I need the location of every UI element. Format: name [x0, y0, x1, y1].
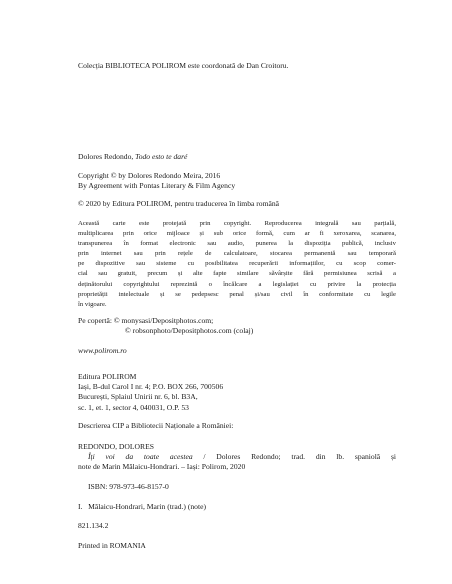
- cover-credit-1: © monysasi/Depositphotos.com;: [113, 316, 214, 325]
- classification: 821.134.2: [78, 521, 109, 530]
- series-note: Colecția BIBLIOTECA POLIROM este coordonată de Dan Croitoru.: [78, 61, 289, 70]
- cip-index-entry: I. Mălaicu-Hondrari, Marin (trad.) (note): [78, 502, 206, 511]
- legal-notice-line: deținătorului copyrightului reprezintă o încălcare a legislației cu privire la protecția: [78, 280, 396, 288]
- cip-title-line: [88, 452, 396, 462]
- legal-notice-line: Această carte este protejată prin copyright. Reproducerea integrală sau parțială,: [78, 220, 396, 227]
- cip-heading: Descrierea CIP a Bibliotecii Naționale a României:: [78, 421, 234, 430]
- legal-notice-line: pe dispozitive sau sisteme cu posibilitatea recuperării informațiilor, cu scop comer-: [78, 260, 396, 268]
- publisher-address: [78, 372, 396, 413]
- website: www.polirom.ro: [78, 346, 127, 355]
- cover-credit-line: [78, 316, 396, 326]
- cip-title-entry: [78, 452, 396, 472]
- isbn: ISBN: 978-973-46-8157-0: [88, 482, 169, 491]
- publisher-address-line: București, Splaiul Unirii nr. 6, bl. B3A,: [78, 392, 198, 402]
- legal-notice-line: prin internet sau prin rețele de calculatoare, stocarea permanentă sau temporară: [78, 250, 396, 258]
- cover-credit-2: © robsonphoto/Depositphotos.com (colaj): [125, 326, 254, 336]
- original-title-line: [78, 152, 396, 162]
- publisher-address-line: Iași, B-dul Carol I nr. 4; P.O. BOX 266, 700506: [78, 382, 224, 392]
- original-author: Dolores Redondo,: [78, 152, 134, 161]
- cip-title-rest: / Dolores Redondo; trad. din lb. spaniolă și: [192, 452, 397, 461]
- legal-notice-line: multiplicarea prin orice mijloace și sub orice formă, cum ar fi xeroxarea, scanarea,: [78, 230, 396, 238]
- cip-author-entry: REDONDO, DOLORES: [78, 442, 154, 451]
- cover-credit-label: Pe copertă:: [78, 316, 112, 325]
- publisher-name: Editura POLIROM: [78, 372, 137, 381]
- legal-notice-line: în vigoare.: [78, 300, 107, 308]
- cip-title: Îți voi da toate acestea: [88, 452, 193, 461]
- agency-line: By Agreement with Pontas Literary & Film Agency: [78, 181, 236, 191]
- cip-title-line: note de Marin Mălaicu-Hondrari. – Iași: Polirom, 2020: [78, 462, 246, 472]
- legal-notice-line: proprietății intelectuale și se pedepsesc penal și/sau civil în conformitate cu legile: [78, 290, 396, 298]
- printed-in: Printed in ROMANIA: [78, 541, 146, 550]
- publisher-address-line: sc. 1, et. 1, sector 4, 040031, O.P. 53: [78, 402, 189, 412]
- edition-copyright: © 2020 by Editura POLIROM, pentru traducerea în limba română: [78, 199, 280, 208]
- legal-notice: [78, 219, 396, 310]
- legal-notice-line: transpunerea în format electronic sau audio, punerea la dispoziția publică, inclusiv: [78, 240, 396, 248]
- copyright-line: Copyright © by Dolores Redondo Meira, 2016: [78, 171, 221, 180]
- legal-notice-line: cial sau gratuit, precum și alte fapte similare săvârșite fără permisiunea scrisă a: [78, 270, 396, 278]
- original-title: Todo esto te daré: [135, 152, 188, 161]
- copyright-block: [78, 171, 396, 191]
- cover-credits: [78, 316, 396, 336]
